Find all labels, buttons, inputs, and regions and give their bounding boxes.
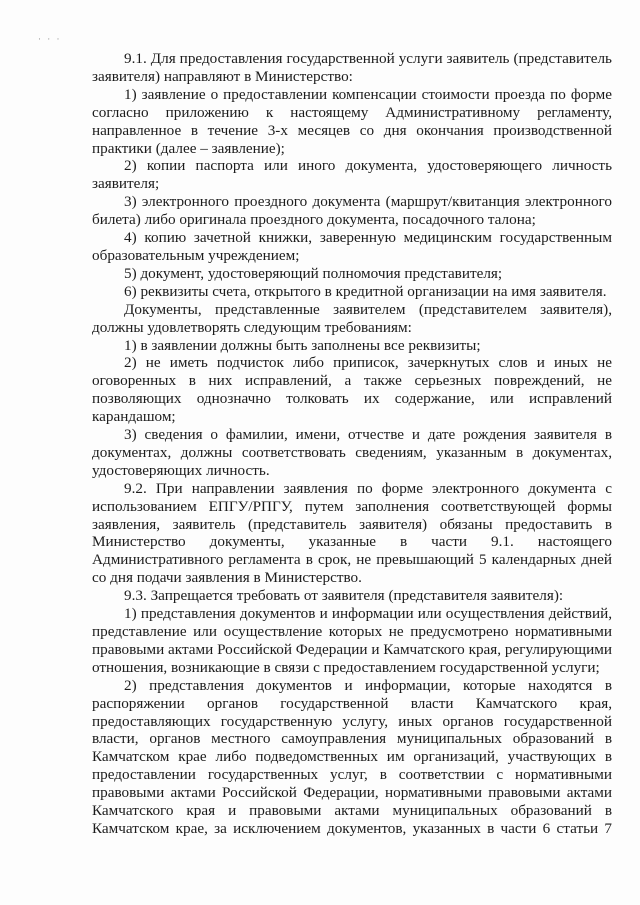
requirements-intro: Документы, представленные заявителем (представителем заявителя), должны удовлетворять следующим требованиям: [92,300,612,336]
paragraph-9-1: 9.1. Для предоставления государственной услуги заявитель (представитель заявителя) направляют в Министерство: [92,50,612,85]
paragraph-9-2: 9.2. При направлении заявления по форме электронного документа с использованием ЕПГУ/РПГУ, путем заполнения соответствующей формы заявления, заявитель (представитель заявителя) обязаны предоставить в Министерство документы, указанные в части 9.1. настоящего Административного регламента в срок, не превышающий 5 календарных дней со дня подачи заявления в Министерство. [92,479,612,587]
prohibition-2: 2) представления документов и информации, которые находятся в распоряжении органов государственной власти Камчатского края, предоставляющих государственную услугу, иных органов государственной власти, органов местного самоуправления муниципальных образований в Камчатском крае либо подведомственных им организаций, участвующих в предоставлении государственных услуг, в соответствии с нормативными правовыми актами Российской Федерации, нормативными правовыми актами Камчатского края и правовыми актами муниципальных образований в Камчатском крае, за исключением документов, указанных в части 6 статьи 7 [92,676,612,837]
list-item-5: 5) документ, удостоверяющий полномочия представителя; [124,264,503,282]
document-body [92,50,612,838]
requirement-3: 3) сведения о фамилии, имени, отчестве и дате рождения заявителя в документах, должны соответствовать сведениям, указанным в документах, удостоверяющих личность. [92,426,612,479]
list-item-1: 1) заявление о предоставлении компенсации стоимости проезда по форме согласно приложению к настоящему Административному регламенту, направленное в течение 3-х месяцев со дня окончания производственной практики (далее – заявление); [92,85,612,157]
paragraph-9-3: 9.3. Запрещается требовать от заявителя (представителя заявителя): [124,587,564,605]
list-item-6: 6) реквизиты счета, открытого в кредитной организации на имя заявителя. [124,282,607,300]
requirement-2: 2) не иметь подчисток либо приписок, зачеркнутых слов и иных не оговоренных в них исправлений, а также серьезных повреждений, не позволяющих однозначно толковать их содержание, или исправлений карандашом; [92,354,612,426]
prohibition-1: 1) представления документов и информации или осуществления действий, представление или осуществление которых не предусмотрено нормативными правовыми актами Российской Федерации и Камчатского края, регулирующими отношения, возникающие в связи с предоставлением государственной услуги; [92,605,612,676]
list-item-3: 3) электронного проездного документа (маршрут/квитанция электронного билета) либо оригинала проездного документа, посадочного талона; [92,193,612,229]
list-item-2: 2) копии паспорта или иного документа, удостоверяющего личность заявителя; [92,157,612,193]
scan-speck: · · · [38,34,62,44]
requirement-1: 1) в заявлении должны быть заполнены все реквизиты; [124,336,481,354]
list-item-4: 4) копию зачетной книжки, заверенную медицинским государственным образовательным учреждением; [92,229,612,264]
